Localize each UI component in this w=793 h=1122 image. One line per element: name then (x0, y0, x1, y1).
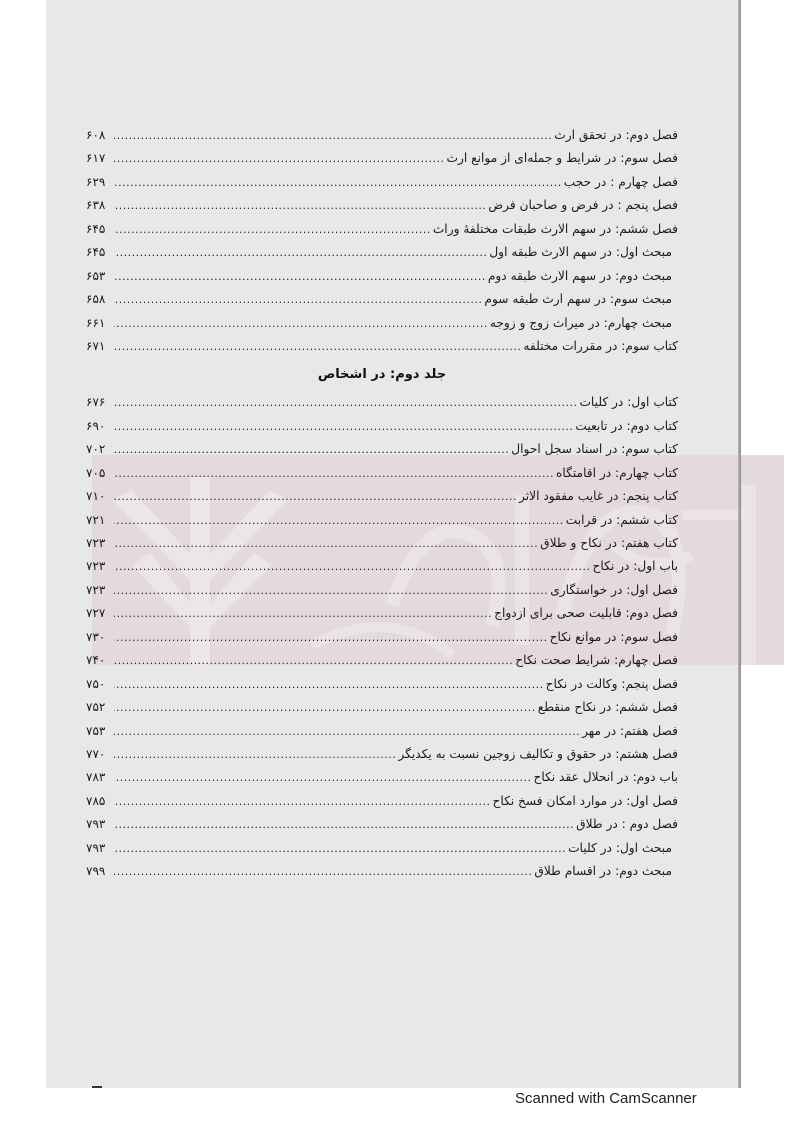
dot-leader (114, 813, 574, 836)
toc-entry-page-number: ۷۷۰ (86, 746, 106, 761)
toc-entry-title: مبحث دوم: در سهم الارث طبقه دوم (487, 268, 672, 283)
toc-entry-title: باب دوم: در انحلال عقد نکاح (533, 770, 678, 785)
toc-entry-title: فصل پنجم : در فرض و صاحبان فرض (488, 198, 678, 213)
toc-entry-page-number: ۶۲۹ (86, 174, 106, 189)
toc-entry (86, 813, 678, 836)
toc-entry-page-number: ۶۷۶ (86, 395, 106, 410)
toc-entry (86, 790, 678, 813)
toc-entry-page-number: ۶۳۸ (86, 198, 106, 213)
toc-entry (86, 438, 678, 461)
dot-leader (114, 532, 538, 555)
toc-entry (86, 509, 678, 532)
toc-entry (86, 485, 678, 508)
page-edge-shadow (738, 0, 741, 1088)
dot-leader (114, 673, 544, 696)
toc-entry-title: فصل چهارم : در حجب (563, 174, 678, 189)
toc-entry (86, 602, 678, 625)
toc-entry-page-number: ۶۵۸ (86, 292, 106, 307)
toc-entry-page-number: ۷۵۳ (86, 723, 106, 738)
toc-entry (86, 312, 678, 335)
toc-entry-title: کتاب ششم: در قرابت (565, 512, 678, 527)
toc-entry-title: فصل اول: در موارد امکان فسخ نکاح (492, 793, 678, 808)
dot-leader (114, 415, 573, 438)
toc-entry-title: فصل هشتم: در حقوق و تکالیف زوجین نسبت به یکدیگر (398, 746, 678, 761)
toc-entry-title: کتاب سوم: در اسناد سجل احوال (511, 442, 678, 457)
dot-leader (114, 485, 517, 508)
dot-leader (114, 218, 431, 241)
dot-leader (114, 649, 513, 672)
table-of-contents (86, 124, 678, 884)
toc-entry-title: فصل دوم: در تحقق ارث (554, 128, 678, 142)
toc-entry-title: کتاب دوم: در تابعیت (575, 418, 678, 433)
toc-entry (86, 673, 678, 696)
dot-leader (114, 312, 488, 335)
toc-entry-page-number: ۶۱۷ (86, 151, 106, 166)
toc-entry-page-number: ۷۲۳ (86, 536, 106, 550)
dot-leader (114, 335, 521, 358)
toc-entry (86, 532, 678, 555)
dot-leader (114, 391, 577, 414)
toc-entry (86, 579, 678, 602)
toc-entry-page-number: ۷۵۲ (86, 700, 106, 715)
toc-entry (86, 194, 678, 217)
toc-entry-page-number: ۶۵۳ (86, 268, 106, 283)
toc-entry-title: مبحث اول: در سهم الارث طبقه اول (489, 245, 672, 260)
dot-leader (114, 720, 580, 743)
toc-entry-title: فصل پنجم: وکالت در نکاح (545, 676, 678, 691)
toc-entry-title: فصل ششم: در سهم الارث طبقات مختلفهٔ وراث (432, 221, 678, 236)
toc-entry (86, 171, 678, 194)
toc-entry (86, 696, 678, 719)
toc-entry-page-number: ۷۲۱ (86, 512, 106, 527)
toc-entry (86, 415, 678, 438)
toc-entry-page-number: ۶۶۱ (86, 315, 106, 330)
dot-leader (114, 837, 566, 860)
page-corner-mark (92, 1086, 102, 1088)
toc-entry-page-number: ۷۱۰ (86, 489, 106, 504)
toc-entry-page-number: ۷۴۰ (86, 653, 106, 668)
toc-entry (86, 860, 678, 883)
toc-entry-title: کتاب چهارم: در اقامتگاه (556, 465, 678, 480)
dot-leader (114, 696, 536, 719)
dot-leader (114, 860, 532, 883)
toc-entry-title: فصل سوم: در شرایط و جمله‌ای از موانع ارث (446, 151, 678, 166)
toc-entry-page-number: ۶۰۸ (86, 128, 106, 142)
toc-entry (86, 555, 678, 578)
volume-heading: جلد دوم: در اشخاص (317, 367, 447, 383)
toc-entry-title: فصل دوم : در طلاق (576, 817, 678, 832)
dot-leader (114, 124, 552, 147)
toc-entry-title: فصل دوم: قابلیت صحی برای ازدواج (494, 606, 678, 621)
toc-entry (86, 124, 678, 147)
dot-leader (114, 438, 509, 461)
toc-entry-page-number: ۶۴۵ (86, 245, 106, 260)
toc-entry-page-number: ۷۹۳ (86, 817, 106, 832)
dot-leader (114, 462, 554, 485)
dot-leader (114, 579, 548, 602)
toc-entry (86, 462, 678, 485)
toc-entry-page-number: ۶۷۱ (86, 338, 106, 353)
dot-leader (114, 626, 548, 649)
toc-entry-title: باب اول: در نکاح (592, 559, 678, 574)
toc-entry (86, 335, 678, 358)
toc-entry-title: فصل چهارم: شرایط صحت نکاح (515, 653, 678, 668)
dot-leader (114, 171, 562, 194)
toc-entry-title: مبحث چهارم: در میراث زوج و زوجه (489, 315, 672, 330)
toc-entry-title: فصل هفتم: در مهر (582, 723, 678, 738)
dot-leader (114, 147, 445, 170)
dot-leader (114, 602, 492, 625)
toc-entry-title: کتاب هفتم: در نکاح و طلاق (540, 536, 678, 550)
toc-entry (86, 720, 678, 743)
toc-entry-title: کتاب سوم: در مقررات مختلفه (523, 338, 678, 353)
toc-entry (86, 649, 678, 672)
toc-entry-page-number: ۷۹۹ (86, 864, 106, 879)
toc-entry (86, 766, 678, 789)
dot-leader (114, 241, 487, 264)
dot-leader (114, 288, 482, 311)
toc-entry-page-number: ۷۳۰ (86, 629, 106, 644)
toc-group-volume-two (86, 391, 678, 883)
toc-entry-title: کتاب اول: در کلیات (579, 395, 678, 410)
toc-entry-page-number: ۷۸۳ (86, 770, 106, 785)
toc-entry-title: فصل ششم: در نکاح منقطع (537, 700, 678, 715)
toc-entry (86, 265, 678, 288)
toc-entry (86, 288, 678, 311)
toc-entry (86, 837, 678, 860)
toc-entry-page-number: ۷۲۷ (86, 606, 106, 621)
toc-entry-title: کتاب پنجم: در غایب مفقود الاثر (519, 489, 678, 504)
dot-leader (114, 194, 486, 217)
toc-entry (86, 743, 678, 766)
toc-entry (86, 241, 678, 264)
camscanner-footer-label: Scanned with CamScanner (515, 1090, 697, 1107)
toc-entry-page-number: ۷۲۳ (86, 582, 106, 597)
toc-entry (86, 626, 678, 649)
dot-leader (114, 555, 591, 578)
toc-entry-title: فصل اول: در خواستگاری (550, 582, 678, 597)
toc-entry-title: مبحث دوم: در اقسام طلاق (534, 864, 672, 879)
toc-entry-page-number: ۷۰۲ (86, 442, 106, 457)
toc-entry-title: فصل سوم: در موانع نکاح (549, 629, 678, 644)
toc-entry-page-number: ۷۰۵ (86, 465, 106, 480)
dot-leader (114, 743, 396, 766)
toc-entry-page-number: ۶۴۵ (86, 221, 106, 236)
toc-entry (86, 218, 678, 241)
toc-entry-page-number: ۷۹۳ (86, 840, 106, 855)
dot-leader (114, 265, 486, 288)
toc-entry-page-number: ۶۹۰ (86, 418, 106, 433)
toc-entry-title: مبحث اول: در کلیات (568, 840, 672, 855)
toc-entry (86, 147, 678, 170)
toc-entry-page-number: ۷۲۳ (86, 559, 106, 574)
toc-entry-page-number: ۷۸۵ (86, 793, 106, 808)
dot-leader (114, 790, 490, 813)
dot-leader (114, 766, 531, 789)
toc-entry (86, 391, 678, 414)
toc-group-volume-one-tail (86, 124, 678, 358)
toc-entry-title: مبحث سوم: در سهم ارث طبقه سوم (484, 292, 672, 307)
dot-leader (114, 509, 564, 532)
toc-entry-page-number: ۷۵۰ (86, 676, 106, 691)
